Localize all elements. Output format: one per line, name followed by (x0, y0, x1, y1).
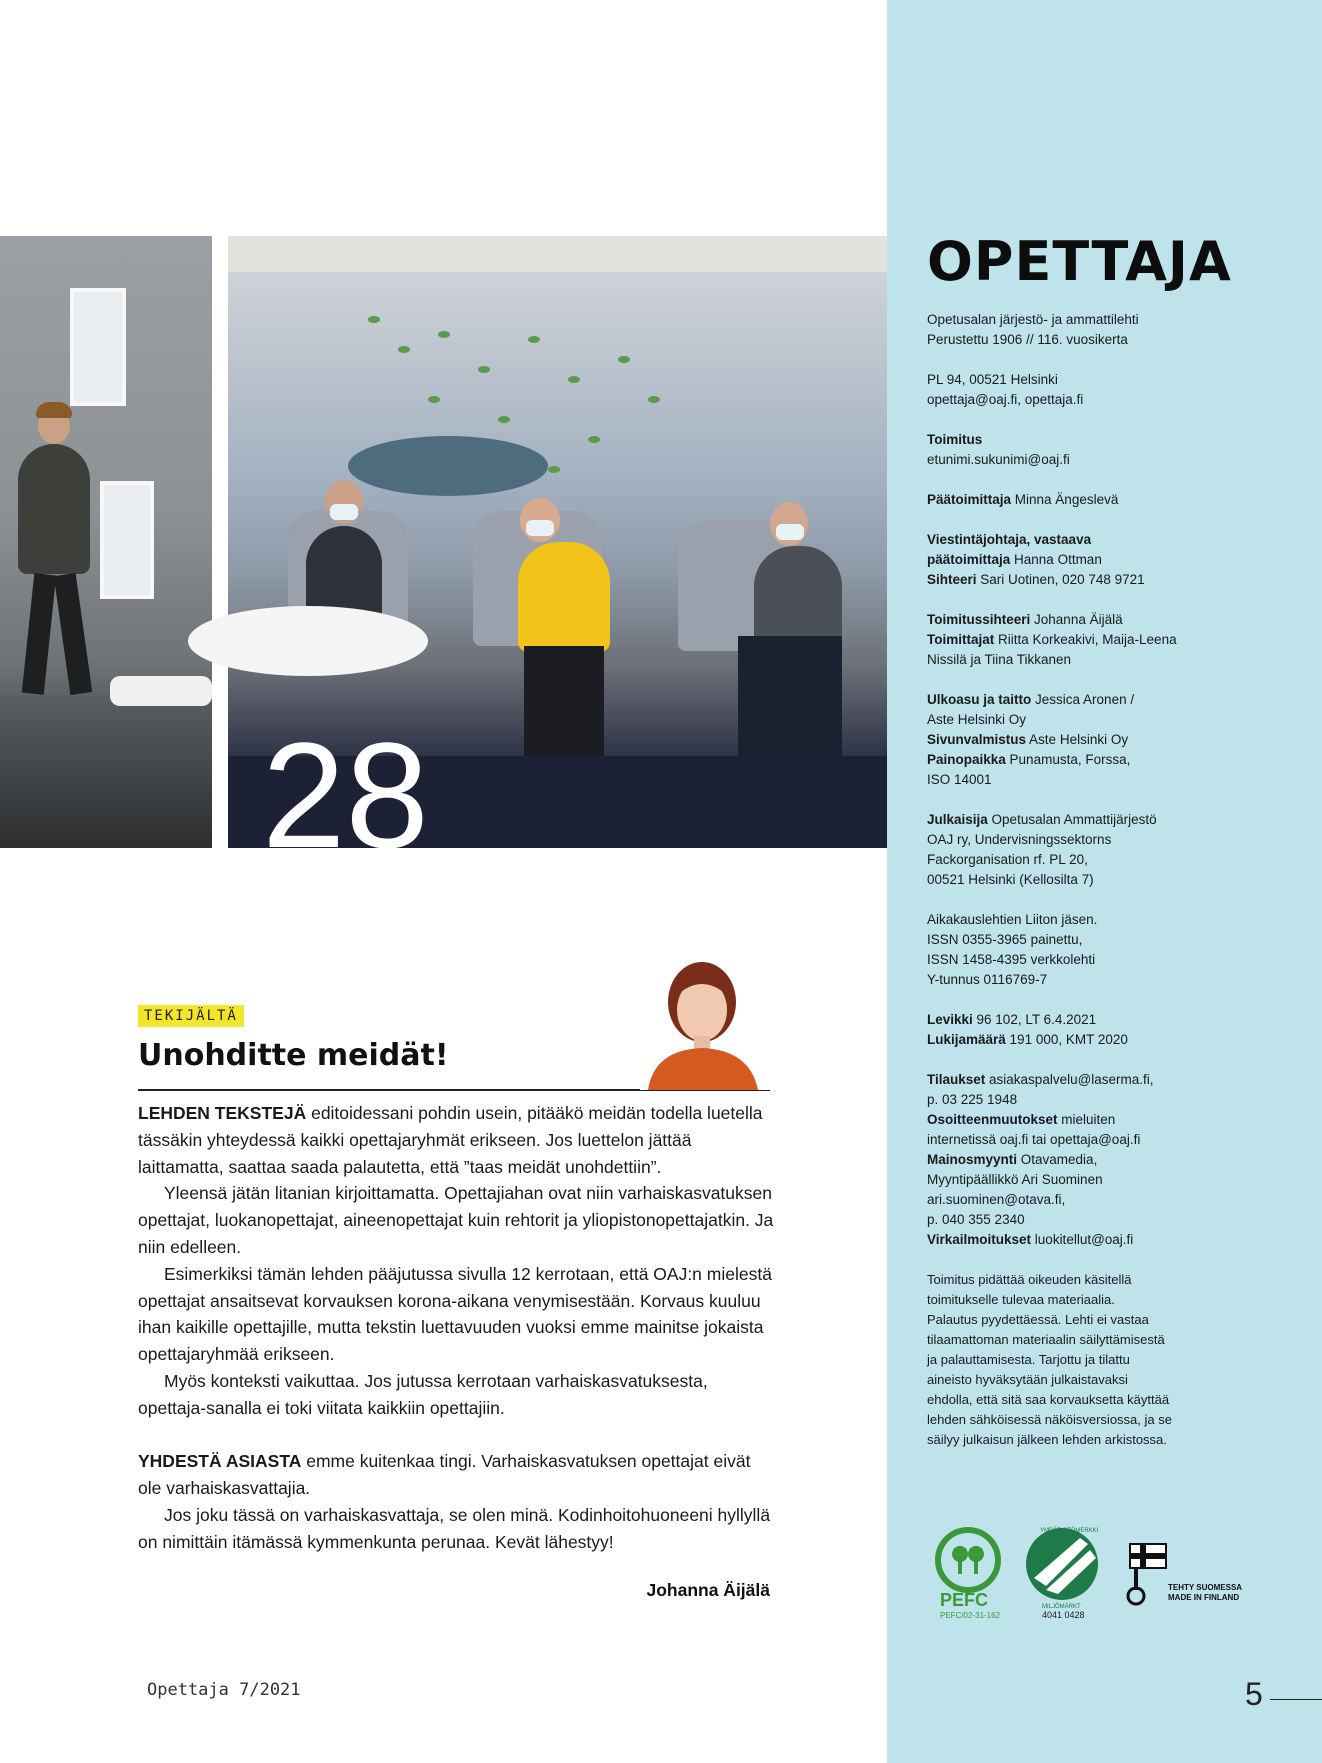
masthead-address (927, 370, 1297, 410)
credit-value: Jessica Aronen / (1031, 692, 1135, 707)
swan-arc-top: YMPÄRISTÖMERKKI (1040, 1528, 1099, 1534)
footer-issue: Opettaja 7/2021 (147, 1680, 301, 1700)
credit-value: Minna Ängeslevä (1011, 492, 1119, 507)
credit-label: Painopaikka (927, 752, 1006, 767)
credit-label: Ulkoasu ja taitto (927, 692, 1032, 707)
person-jeans (738, 636, 842, 756)
notice-line: Toimitus pidättää oikeuden käsitellä (927, 1272, 1132, 1287)
author-portrait (640, 952, 770, 1090)
credit-label: Toimitussihteeri (927, 612, 1031, 627)
notice-line: ja palauttamisesta. Tarjottu ja tilattu (927, 1352, 1130, 1367)
paragraph-text: emme kuitenkaa tingi. Varhaiskasvatuksen opettajat eivät ole varhaiskasvattajia. (138, 1451, 751, 1499)
woman-hair (36, 402, 72, 418)
credit-label: Päätoimittaja (927, 492, 1012, 507)
credit-value: mieluiten (1057, 1112, 1116, 1127)
building-window (100, 481, 154, 599)
mural-island (348, 436, 548, 496)
tagline-line: Opetusalan järjestö- ja ammattilehti (927, 312, 1139, 327)
logos-svg (930, 1520, 1243, 1620)
leaf (648, 396, 660, 403)
paragraph: Yleensä jätän litanian kirjoittamatta. Opettajiahan ovat niin varhaiskasvatuksen opettajat, luokanopettajat, aineenopettajat kuin rehtorit ja yliopistonopettajatkin. Ja niin edelleen. (138, 1183, 774, 1257)
leaf (588, 436, 600, 443)
credit-value: Punamusta, Forssa, (1005, 752, 1131, 767)
footer-page-number: 5 (1245, 1676, 1263, 1712)
credit-value: OAJ ry, Undervisningssektorns (927, 832, 1112, 847)
woman-leg (54, 573, 92, 695)
notice-line: lehden sähköisessä näköisversiossa, ja se (927, 1412, 1172, 1427)
editorial-body (138, 1100, 778, 1556)
credit-label: Lukijamäärä (927, 1032, 1006, 1047)
notice-line: ehdolla, että sitä saa korvauksetta käyttää (927, 1392, 1170, 1407)
leaf (498, 416, 510, 423)
leaf (368, 316, 380, 323)
swan-arc-bottom: MILJÖMÄRKT (1042, 1604, 1081, 1610)
finland-line: TEHTY SUOMESSA (1168, 1583, 1243, 1592)
issn-line: Aikakauslehtien Liiton jäsen. (927, 912, 1098, 927)
credit-label: Mainosmyynti (927, 1152, 1018, 1167)
person-henley (754, 546, 842, 646)
key-flag-icon (1128, 1544, 1242, 1604)
masthead-publisher (927, 810, 1297, 890)
credit-value: p. 040 355 2340 (927, 1212, 1025, 1227)
leaf (618, 356, 630, 363)
masthead-paatoimittaja (927, 490, 1297, 510)
credit-value: 00521 Helsinki (Kellosilta 7) (927, 872, 1094, 887)
author-portrait-illustration (640, 952, 770, 1090)
credit-value: Fackorganisation rf. PL 20, (927, 852, 1088, 867)
credit-value: 191 000, KMT 2020 (1005, 1032, 1128, 1047)
tagline-line: Perustettu 1906 // 116. vuosikerta (927, 332, 1128, 347)
credit-value: Nissilä ja Tiina Tikkanen (927, 652, 1072, 667)
masthead-info (927, 310, 1297, 1470)
credit-label: Sihteeri (927, 572, 977, 587)
paragraph-text: editoidessani pohdin usein, pitääkö meidän todella luetella tässäkin yhteydessä kaikki opettajaryhmät erikseen. Jos luettelon jättää laittamatta, saattaa saada palautetta, että ”taas meidät unohdettiin”. (138, 1103, 763, 1177)
paragraph: Myös konteksti vaikuttaa. Jos jutussa kerrotaan varhaiskasvatuksesta, opettaja-sanalla ei toki viitata kaikkiin opettajiin. (138, 1370, 708, 1418)
nordic-swan-icon (1026, 1527, 1099, 1620)
credit-value: Opetusalan Ammattijärjestö (987, 812, 1157, 827)
notice-line: aineisto hyväksytään julkaistavaksi (927, 1372, 1128, 1387)
masthead-notice (927, 1270, 1297, 1450)
credit-label: Virkailmoitukset (927, 1232, 1032, 1247)
credit-value: Johanna Äijälä (1030, 612, 1123, 627)
issn-line: ISSN 0355-3965 painettu, (927, 932, 1083, 947)
pefc-name: PEFC (940, 1590, 989, 1610)
leaf (568, 376, 580, 383)
photo-woman-walking (0, 236, 212, 848)
notice-line: Palautus pyydettäessä. Lehti ei vastaa (927, 1312, 1149, 1327)
masthead-toimitus (927, 430, 1297, 470)
masthead-production (927, 690, 1297, 790)
credit-value: asiakaspalvelu@laserma.fi, (985, 1072, 1154, 1087)
pefc-code: PEFC/02-31-162 (940, 1611, 1001, 1620)
credit-label: Toimitus (927, 432, 983, 447)
credit-label: Viestintäjohtaja, vastaava (927, 532, 1092, 547)
credit-label: Sivunvalmistus (927, 732, 1027, 747)
notice-line: säilyy julkaisun jälkeen lehden arkistossa. (927, 1432, 1167, 1447)
credit-value: ISO 14001 (927, 772, 992, 787)
author-signature: Johanna Äijälä (646, 1580, 770, 1600)
notice-line: tilaamattoman materiaalin säilyttämisestä (927, 1332, 1165, 1347)
paragraph (138, 1100, 778, 1180)
woman-coat (18, 444, 90, 574)
building-window (70, 288, 126, 406)
woman-leg (22, 573, 56, 695)
address-line: PL 94, 00521 Helsinki (927, 372, 1058, 387)
pefc-icon (938, 1530, 1001, 1620)
round-table (188, 606, 428, 676)
masthead-issn (927, 910, 1297, 990)
credit-label: päätoimittaja (927, 552, 1011, 567)
masthead-circulation (927, 1010, 1297, 1050)
face-mask (526, 520, 554, 536)
leaf (478, 366, 490, 373)
credit-label: Levikki (927, 1012, 973, 1027)
ground (0, 696, 212, 848)
leaf (548, 466, 560, 473)
credit-label: Julkaisija (927, 812, 988, 827)
credit-value: etunimi.sukunimi@oaj.fi (927, 452, 1070, 467)
credit-value: ari.suominen@otava.fi, (927, 1192, 1066, 1207)
notice-line: toimitukselle tulevaa materiaalia. (927, 1292, 1115, 1307)
masthead-viestinta (927, 530, 1297, 590)
masthead-contacts (927, 1070, 1297, 1250)
masthead-toimittajat (927, 610, 1297, 670)
snow-patch (110, 676, 212, 706)
masthead-tagline (927, 310, 1297, 350)
credit-value: Riitta Korkeakivi, Maija-Leena (994, 632, 1177, 647)
credit-value: Aste Helsinki Oy (927, 712, 1027, 727)
credit-value: internetissä oaj.fi tai opettaja@oaj.fi (927, 1132, 1141, 1147)
lead-in: YHDESTÄ ASIASTA (138, 1451, 302, 1472)
credit-label: Tilaukset (927, 1072, 986, 1087)
credit-value: Sari Uotinen, 020 748 9721 (976, 572, 1145, 587)
paragraph: Esimerkiksi tämän lehden pääjutussa sivulla 12 kerrotaan, että OAJ:n mielestä opettajat ansaitsevat korvauksen korona-aikana venymisestään. Korvaus kuuluu ihan kaikille opettajille, mutta tekstin luettavuuden vuoksi emme mainitse jokaista opettajaryhmää erikseen. (138, 1263, 772, 1365)
credit-label: Osoitteenmuutokset (927, 1112, 1058, 1127)
magazine-title: OPETTAJA (927, 230, 1232, 293)
lead-in: LEHDEN TEKSTEJÄ (138, 1103, 307, 1123)
issn-line: Y-tunnus 0116769-7 (927, 972, 1048, 987)
face-mask (776, 524, 804, 540)
section-tag: TEKIJÄLTÄ (138, 1005, 244, 1027)
credit-value: p. 03 225 1948 (927, 1092, 1018, 1107)
editorial-headline: Unohditte meidät! (138, 1038, 449, 1073)
address-line: opettaja@oaj.fi, opettaja.fi (927, 392, 1084, 407)
credit-value: Myyntipäällikkö Ari Suominen (927, 1172, 1103, 1187)
leaf (438, 331, 450, 338)
swan-code: 4041 0428 (1042, 1610, 1085, 1620)
credit-value: Aste Helsinki Oy (1026, 732, 1129, 747)
paragraph (138, 1448, 778, 1502)
issn-line: ISSN 1458-4395 verkkolehti (927, 952, 1096, 967)
certification-logos (930, 1520, 1243, 1620)
credit-value: 96 102, LT 6.4.2021 (972, 1012, 1097, 1027)
story-page-number: 28 (262, 711, 429, 879)
ceiling (228, 236, 887, 272)
paragraph: Jos joku tässä on varhaiskasvattaja, se olen minä. Kodinhoitohuoneeni hyllyllä on nimittäin itämässä kymmenkunta perunaa. Kevät lähestyy! (138, 1504, 771, 1552)
credit-label: Toimittajat (927, 632, 995, 647)
leaf (428, 396, 440, 403)
leaf (398, 346, 410, 353)
finland-line: MADE IN FINLAND (1168, 1593, 1240, 1602)
footer-rule (1270, 1699, 1322, 1700)
face-mask (330, 504, 358, 520)
credit-value: Hanna Ottman (1010, 552, 1102, 567)
leaf (528, 336, 540, 343)
credit-value: Otavamedia, (1017, 1152, 1098, 1167)
person-yellow-hoodie (518, 542, 610, 652)
credit-value: luokitellut@oaj.fi (1031, 1232, 1134, 1247)
